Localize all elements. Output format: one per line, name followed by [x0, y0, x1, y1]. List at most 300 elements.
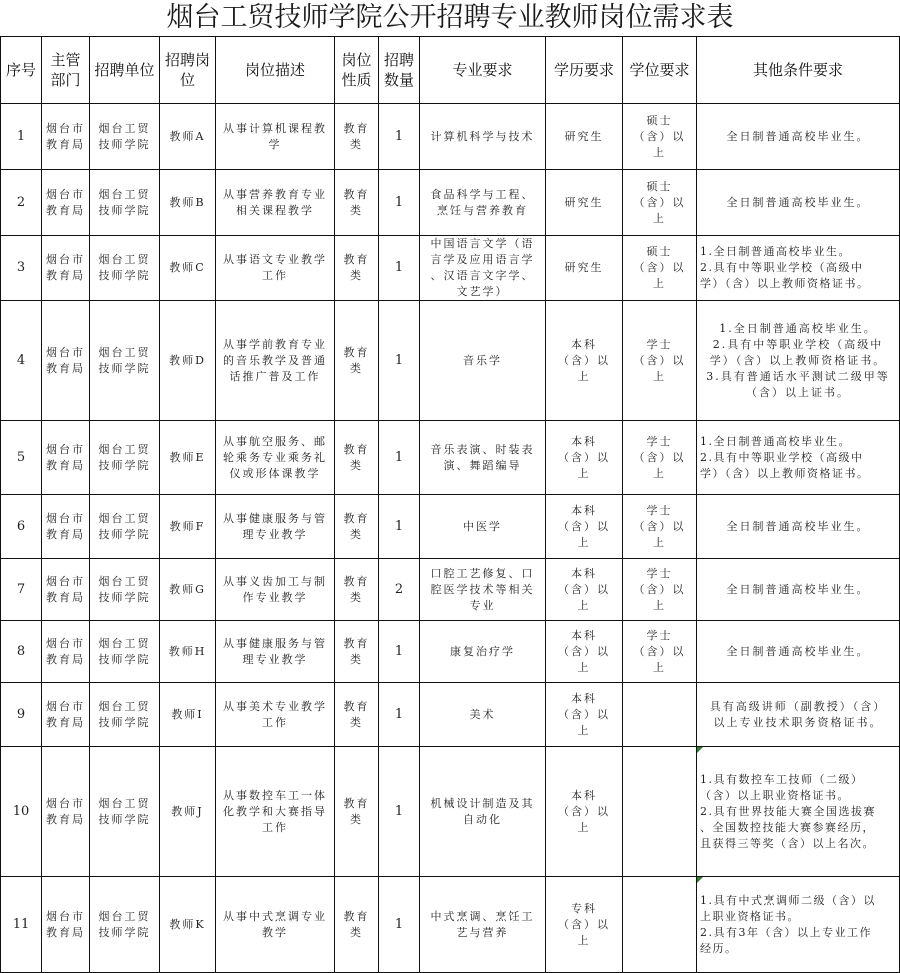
- education-cell: [546, 170, 623, 236]
- post-cell: [160, 495, 216, 559]
- cell-text: （含）以: [558, 917, 610, 931]
- education-cell: [546, 421, 623, 495]
- degree-cell: [623, 621, 697, 683]
- cell-text: 烟台工贸: [98, 442, 151, 456]
- cell-text: 中医学: [463, 519, 502, 533]
- cell-text: 2: [16, 194, 26, 210]
- cell-text: 美术: [469, 707, 496, 721]
- cell-text: 上: [577, 933, 591, 947]
- description-cell: [216, 495, 335, 559]
- cell-text: 食品科学与工程、: [430, 187, 535, 201]
- post-cell: [160, 747, 216, 877]
- cell-text: 技师学院: [98, 458, 151, 472]
- cell-text: 全日制普通高校毕业生。: [726, 644, 870, 658]
- cell-text: 全日制普通高校毕业生。: [726, 582, 870, 596]
- cell-text: 1.具有中式烹调师二级（含）以: [700, 893, 876, 907]
- cell-text: （含）以: [633, 519, 686, 533]
- description-cell: [216, 421, 335, 495]
- cell-text: 教育: [343, 796, 370, 810]
- cell-text: 1: [394, 449, 404, 465]
- cell-text: 烹饪与营养教育: [437, 203, 528, 217]
- degree-cell: [623, 495, 697, 559]
- major-cell: [420, 104, 546, 170]
- cell-text: 烟台工贸: [98, 121, 151, 135]
- cell-text: 学士: [646, 628, 673, 642]
- cell-text: 上: [653, 535, 666, 549]
- cell-text: 从事航空服务、邮: [223, 434, 327, 448]
- cell-text: 具有高级讲师（副教授）（含）: [709, 699, 887, 713]
- education-cell: [546, 683, 623, 747]
- cell-text: 教育局: [46, 269, 85, 282]
- cell-text: 机械设计制造及其: [430, 796, 535, 810]
- cell-text: 类: [350, 527, 363, 541]
- cell-text: 学）（含）以上教师资格证书。: [700, 277, 870, 290]
- cell-text: 言学及应用语言学: [430, 253, 535, 266]
- cell-text: 教育局: [46, 812, 85, 826]
- cell-text: 上: [577, 660, 591, 674]
- cell-text: 上: [577, 820, 591, 834]
- cell-text: 且获得三等奖（含）以上名次。: [700, 836, 875, 850]
- education-cell: [546, 747, 623, 877]
- other-requirements-cell: [697, 747, 900, 877]
- cell-text: 教师J: [171, 804, 204, 818]
- cell-text: 本科: [571, 788, 597, 802]
- cell-text: 口腔工艺修复、口: [430, 566, 535, 580]
- cell-text: 文艺学）: [456, 285, 509, 298]
- cell-text: （含）以: [633, 644, 686, 658]
- cell-text: 技师学院: [98, 590, 151, 604]
- degree-cell: [623, 104, 697, 170]
- cell-text: 1: [394, 128, 404, 144]
- education-cell: [546, 301, 623, 421]
- degree-cell: [623, 170, 697, 236]
- header-other: [697, 37, 900, 104]
- major-cell: [420, 559, 546, 621]
- cell-text: 技师学院: [98, 812, 151, 826]
- cell-text: 2.具有中等职业学校（高级中: [712, 337, 884, 351]
- dept-cell: [42, 747, 90, 877]
- row-number: [1, 104, 42, 170]
- row-number: [1, 621, 42, 683]
- cell-text: 全日制普通高校毕业生。: [726, 519, 870, 533]
- row-number: [1, 421, 42, 495]
- other-requirements-cell: [697, 421, 900, 495]
- cell-text: 学: [268, 137, 282, 151]
- cell-text: 上: [577, 466, 591, 480]
- cell-text: 从事营养教育专业: [223, 187, 327, 201]
- dept-cell: [42, 495, 90, 559]
- cell-text: 3.具有普通话水平测试二级甲等: [706, 369, 890, 383]
- cell-text: 技师学院: [98, 925, 151, 939]
- nature-cell: [335, 683, 379, 747]
- degree-cell: [623, 421, 697, 495]
- cell-text: 、汉语言文字学、: [430, 269, 535, 282]
- nature-cell: [335, 421, 379, 495]
- cell-text: 研究生: [564, 195, 604, 209]
- post-cell: [160, 621, 216, 683]
- cell-text: 教育: [343, 187, 370, 201]
- cell-text: 1: [394, 643, 404, 659]
- cell-text: 技师学院: [98, 203, 151, 217]
- cell-text: 教育局: [46, 715, 85, 729]
- cell-text: 教育局: [46, 137, 85, 151]
- cell-text: 烟台工贸: [98, 253, 151, 266]
- unit-cell: [90, 236, 160, 301]
- cell-text: 专科: [571, 901, 597, 915]
- cell-text: 11: [12, 916, 30, 932]
- comment-indicator-icon[interactable]: [697, 747, 703, 753]
- dept-cell: [42, 683, 90, 747]
- cell-text: 烟台市: [46, 699, 85, 713]
- cell-text: 本科: [571, 628, 597, 642]
- cell-text: 教师C: [169, 261, 206, 274]
- row-number: [1, 877, 42, 973]
- cell-text: （含）以: [558, 353, 610, 367]
- nature-cell: [335, 236, 379, 301]
- row-number: [1, 301, 42, 421]
- cell-text: 上职业资格证书。: [700, 909, 800, 923]
- cell-text: 1: [394, 260, 404, 275]
- cell-text: （含）以上职业资格证书。: [700, 788, 850, 802]
- cell-text: 6: [16, 518, 26, 534]
- other-requirements-cell: [697, 495, 900, 559]
- count-cell: [379, 877, 420, 973]
- cell-text: 经历。: [700, 941, 738, 955]
- header-major: [420, 37, 546, 104]
- header-post: [160, 37, 216, 104]
- description-cell: [216, 104, 335, 170]
- cell-text: 上: [653, 660, 666, 674]
- unit-cell: [90, 301, 160, 421]
- cell-text: 烟台市: [46, 121, 85, 135]
- header-label: 招聘岗: [164, 51, 210, 69]
- cell-text: 类: [350, 361, 363, 375]
- cell-text: 1: [394, 706, 404, 722]
- nature-cell: [335, 104, 379, 170]
- cell-text: 类: [350, 715, 363, 729]
- cell-text: 类: [350, 203, 363, 217]
- cell-text: 研究生: [564, 261, 604, 274]
- unit-cell: [90, 877, 160, 973]
- header-label: 其他条件要求: [752, 61, 843, 79]
- cell-text: 烟台工贸: [98, 187, 151, 201]
- table-row: [1, 877, 900, 973]
- cell-text: （含）以: [633, 582, 686, 596]
- cell-text: 音乐表演、时装表: [430, 442, 535, 456]
- cell-text: 自动化: [463, 812, 502, 826]
- header-label: 性质: [341, 71, 372, 89]
- cell-text: 上: [577, 369, 591, 383]
- cell-text: 技师学院: [98, 137, 151, 151]
- cell-text: 、全国数控技能大赛参赛经历，: [700, 820, 875, 834]
- cell-text: 学）（含）以上教师资格证书。: [709, 353, 887, 367]
- unit-cell: [90, 170, 160, 236]
- cell-text: 1: [394, 803, 404, 819]
- dept-cell: [42, 621, 90, 683]
- cell-text: 上: [577, 598, 591, 612]
- cell-text: 以上专业技术职务资格证书。: [713, 715, 883, 729]
- header-label: 学历要求: [553, 61, 614, 79]
- cell-text: （含）以: [633, 129, 686, 143]
- other-requirements-cell: [697, 621, 900, 683]
- cell-text: 从事义齿加工与制: [223, 574, 327, 588]
- cell-text: 计算机科学与技术: [430, 129, 535, 143]
- cell-text: 教育: [343, 909, 370, 923]
- cell-text: 中国语言文学（语: [430, 237, 535, 250]
- cell-text: 教师I: [171, 707, 204, 721]
- description-cell: [216, 877, 335, 973]
- cell-text: 烟台工贸: [98, 796, 151, 810]
- cell-text: 1.全日制普通高校毕业生。: [700, 434, 851, 448]
- header-nature: [335, 37, 379, 104]
- major-cell: [420, 236, 546, 301]
- cell-text: 学士: [646, 337, 673, 351]
- count-cell: [379, 747, 420, 877]
- cell-text: 上: [653, 211, 666, 225]
- cell-text: （含）以: [558, 519, 610, 533]
- cell-text: 工作: [262, 715, 288, 729]
- header-row: [1, 37, 900, 104]
- unit-cell: [90, 621, 160, 683]
- count-cell: [379, 301, 420, 421]
- cell-text: 教师E: [169, 450, 206, 464]
- cell-text: 9: [16, 706, 26, 722]
- header-no: [1, 37, 42, 104]
- row-number: [1, 683, 42, 747]
- cell-text: 烟台市: [46, 574, 85, 588]
- count-cell: [379, 170, 420, 236]
- table-row: [1, 683, 900, 747]
- cell-text: 1.具有数控车工技师（二级）: [700, 772, 864, 786]
- cell-text: 学士: [646, 503, 673, 517]
- post-cell: [160, 170, 216, 236]
- cell-text: 3: [16, 260, 26, 275]
- cell-text: 的音乐教学及普通: [223, 353, 327, 367]
- cell-text: 2.具有中等职业学校（高级中: [700, 261, 864, 274]
- description-cell: [216, 621, 335, 683]
- cell-text: 上: [577, 535, 591, 549]
- other-requirements-cell: [697, 301, 900, 421]
- cell-text: 教育: [343, 442, 370, 456]
- cell-text: 烟台工贸: [98, 909, 151, 923]
- unit-cell: [90, 495, 160, 559]
- cell-text: 教学: [262, 925, 288, 939]
- cell-text: 音乐学: [463, 353, 502, 367]
- header-label: 序号: [5, 61, 36, 79]
- degree-cell: [623, 559, 697, 621]
- cell-text: 技师学院: [98, 361, 151, 375]
- cell-text: 演、舞蹈编导: [443, 458, 522, 472]
- cell-text: 从事语文专业教学: [223, 253, 327, 266]
- cell-text: 上: [653, 145, 666, 159]
- count-cell: [379, 421, 420, 495]
- cell-text: 教师D: [169, 353, 206, 367]
- nature-cell: [335, 495, 379, 559]
- cell-text: （含）以: [558, 644, 610, 658]
- cell-text: 教师A: [169, 129, 206, 143]
- dept-cell: [42, 236, 90, 301]
- dept-cell: [42, 421, 90, 495]
- cell-text: 烟台工贸: [98, 636, 151, 650]
- cell-text: 烟台市: [46, 909, 85, 923]
- cell-text: 教育: [343, 574, 370, 588]
- education-cell: [546, 495, 623, 559]
- major-cell: [420, 877, 546, 973]
- unit-cell: [90, 559, 160, 621]
- cell-text: 技师学院: [98, 269, 151, 282]
- degree-cell: [623, 877, 697, 973]
- major-cell: [420, 683, 546, 747]
- cell-text: 从事健康服务与管: [223, 511, 327, 525]
- major-cell: [420, 301, 546, 421]
- cell-text: 教师H: [168, 644, 207, 658]
- dept-cell: [42, 301, 90, 421]
- count-cell: [379, 236, 420, 301]
- description-cell: [216, 559, 335, 621]
- cell-text: 上: [577, 723, 591, 737]
- cell-text: 类: [350, 652, 363, 666]
- other-requirements-cell: [697, 170, 900, 236]
- cell-text: 教育: [343, 511, 370, 525]
- unit-cell: [90, 104, 160, 170]
- cell-text: 本科: [571, 566, 597, 580]
- cell-text: 本科: [571, 337, 597, 351]
- comment-indicator-icon[interactable]: [697, 877, 703, 883]
- cell-text: （含）以: [558, 582, 610, 596]
- cell-text: 技师学院: [98, 652, 151, 666]
- cell-text: 腔医学技术等相关: [430, 582, 535, 596]
- cell-text: （含）以上证书。: [746, 385, 850, 399]
- cell-text: 全日制普通高校毕业生。: [726, 129, 870, 143]
- table-row: [1, 421, 900, 495]
- cell-text: 1: [394, 352, 404, 368]
- cell-text: （含）以: [633, 450, 686, 464]
- cell-text: 相关课程教学: [236, 203, 314, 217]
- count-cell: [379, 621, 420, 683]
- other-requirements-cell: [697, 683, 900, 747]
- description-cell: [216, 236, 335, 301]
- cell-text: 5: [16, 449, 26, 465]
- cell-text: 工作: [262, 820, 288, 834]
- cell-text: （含）以: [558, 707, 610, 721]
- cell-text: 烟台工贸: [98, 511, 151, 525]
- description-cell: [216, 301, 335, 421]
- cell-text: 从事健康服务与管: [223, 636, 327, 650]
- row-number: [1, 559, 42, 621]
- cell-text: 2.具有世界技能大赛全国选拔赛: [700, 804, 876, 818]
- major-cell: [420, 621, 546, 683]
- cell-text: 类: [350, 137, 363, 151]
- cell-text: 学士: [646, 566, 673, 580]
- major-cell: [420, 170, 546, 236]
- unit-cell: [90, 421, 160, 495]
- cell-text: 2.具有中等职业学校（高级中: [700, 450, 864, 464]
- cell-text: 烟台市: [46, 345, 85, 359]
- table-body: [1, 104, 900, 973]
- row-number: [1, 495, 42, 559]
- cell-text: 教育: [343, 699, 370, 713]
- table-row: [1, 236, 900, 301]
- post-cell: [160, 877, 216, 973]
- cell-text: 本科: [571, 691, 597, 705]
- cell-text: 教育局: [46, 925, 85, 939]
- cell-text: 烟台工贸: [98, 699, 151, 713]
- header-label: 专业要求: [452, 61, 513, 79]
- count-cell: [379, 495, 420, 559]
- table-row: [1, 559, 900, 621]
- table-row: [1, 170, 900, 236]
- nature-cell: [335, 170, 379, 236]
- cell-text: 理专业教学: [242, 652, 308, 666]
- cell-text: 8: [16, 643, 26, 659]
- post-cell: [160, 301, 216, 421]
- cell-text: 上: [653, 369, 666, 383]
- cell-text: 教育局: [46, 527, 85, 541]
- dept-cell: [42, 559, 90, 621]
- education-cell: [546, 559, 623, 621]
- cell-text: 教育: [343, 636, 370, 650]
- cell-text: （含）以: [558, 450, 610, 464]
- cell-text: 硕士: [646, 113, 673, 127]
- cell-text: 类: [350, 269, 363, 282]
- cell-text: 1: [394, 194, 404, 210]
- other-requirements-cell: [697, 236, 900, 301]
- cell-text: 教师K: [169, 917, 206, 931]
- cell-text: 烟台市: [46, 796, 85, 810]
- cell-text: 2.具有3年（含）以上专业工作: [700, 925, 872, 939]
- cell-text: 教育局: [46, 361, 85, 375]
- header-count: [379, 37, 420, 104]
- recruitment-table: [0, 36, 900, 973]
- cell-text: （含）以: [633, 195, 686, 209]
- major-cell: [420, 747, 546, 877]
- cell-text: 上: [653, 277, 666, 290]
- table-row: [1, 301, 900, 421]
- description-cell: [216, 683, 335, 747]
- cell-text: 学士: [646, 434, 673, 448]
- count-cell: [379, 559, 420, 621]
- dept-cell: [42, 170, 90, 236]
- cell-text: 研究生: [564, 129, 604, 143]
- dept-cell: [42, 877, 90, 973]
- education-cell: [546, 621, 623, 683]
- unit-cell: [90, 747, 160, 877]
- header-label: 位: [179, 71, 195, 89]
- cell-text: 从事美术专业教学: [223, 699, 327, 713]
- cell-text: 1: [16, 128, 26, 144]
- cell-text: 4: [16, 352, 26, 368]
- other-requirements-cell: [697, 559, 900, 621]
- row-number: [1, 747, 42, 877]
- cell-text: 1: [394, 518, 404, 534]
- header-label: 部门: [50, 71, 81, 89]
- cell-text: 轮乘务专业乘务礼: [223, 450, 327, 464]
- cell-text: 话推广普及工作: [229, 369, 321, 383]
- cell-text: 康复治疗学: [450, 644, 515, 658]
- cell-text: 教育局: [46, 458, 85, 472]
- description-cell: [216, 747, 335, 877]
- header-edu: [546, 37, 623, 104]
- header-dept: [42, 37, 90, 104]
- post-cell: [160, 421, 216, 495]
- cell-text: 教师F: [169, 519, 206, 533]
- count-cell: [379, 683, 420, 747]
- cell-text: 类: [350, 812, 363, 826]
- header-label: 岗位: [341, 51, 372, 69]
- cell-text: 从事中式烹调专业: [223, 909, 327, 923]
- cell-text: 本科: [571, 503, 597, 517]
- cell-text: 化教学和大赛指导: [223, 804, 327, 818]
